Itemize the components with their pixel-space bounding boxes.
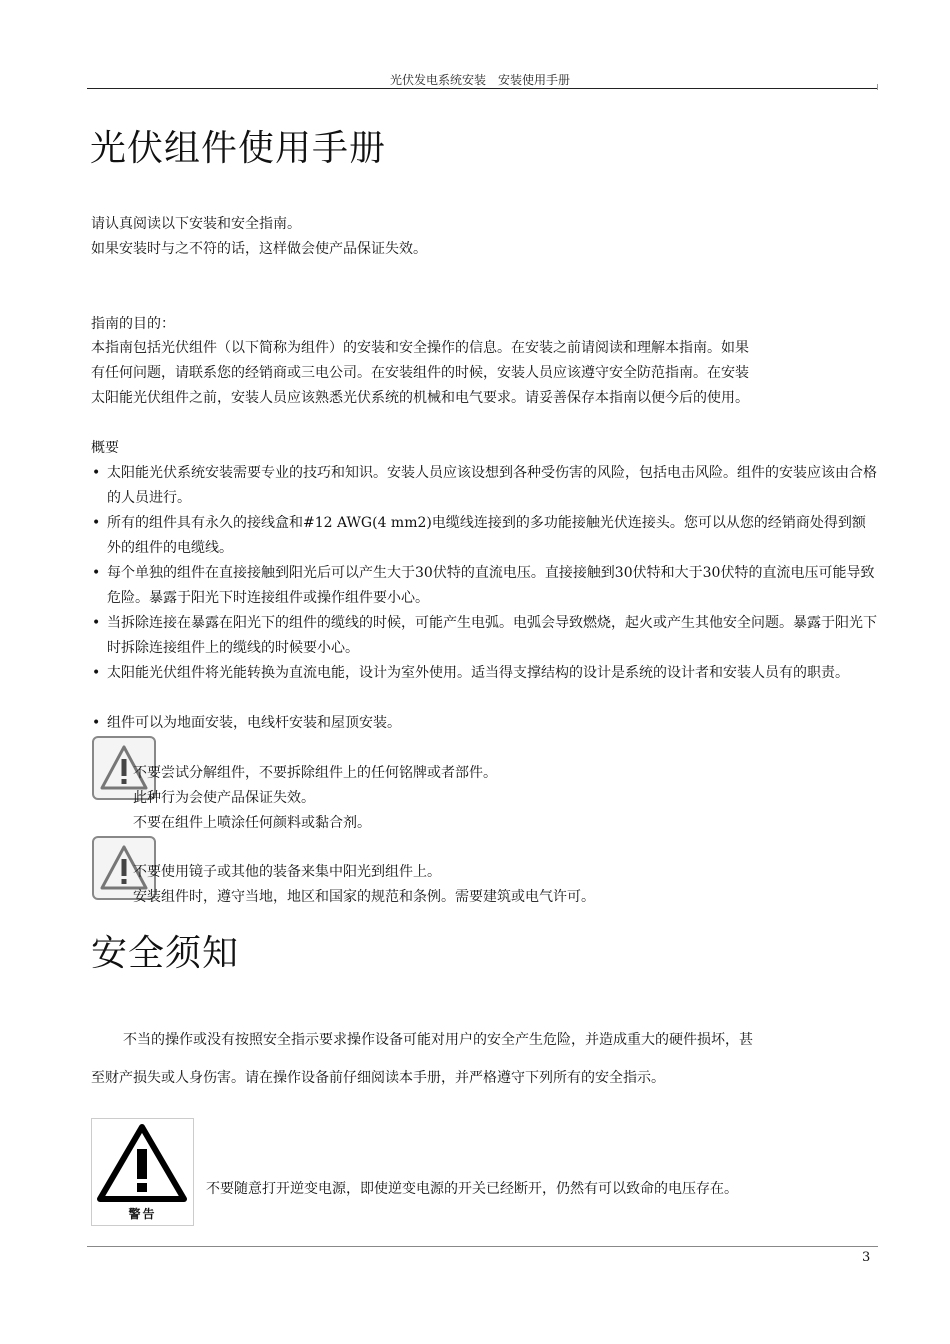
safety-paragraph-line-2: 至财产损失或人身伤害。请在操作设备前仔细阅读本手册，并严格遵守下列所有的安全指示。 — [91, 1070, 665, 1086]
warning1-line-2: 此种行为会使产品保证失效。 — [133, 790, 315, 806]
purpose-line-3: 太阳能光伏组件之前，安装人员应该熟悉光伏系统的机械和电气要求。请妥善保存本指南以便今后的使用。 — [91, 390, 749, 406]
overview-bullet — [92, 661, 878, 686]
bullet-marker: • — [92, 665, 101, 681]
safety-paragraph-line-1: 不当的操作或没有按照安全指示要求操作设备可能对用户的安全产生危险，并造成重大的硬件损坏，甚 — [123, 1032, 753, 1048]
bullet-text: 每个单独的组件在直接接触到阳光后可以产生大于30伏特的直流电压。直接接触到30伏特和大于30伏特的直流电压可能导致危险。暴露于阳光下时连接组件或操作组件要小心。 — [107, 565, 875, 606]
purpose-heading: 指南的目的： — [91, 316, 175, 332]
intro-line-2: 如果安装时与之不符的话，这样做会使产品保证失效。 — [91, 241, 427, 257]
purpose-line-1: 本指南包括光伏组件（以下简称为组件）的安装和安全操作的信息。在安装之前请阅读和理解本指南。如果 — [91, 340, 749, 356]
section-title-manual: 光伏组件使用手册 — [90, 128, 387, 169]
bullet-marker: • — [92, 715, 101, 731]
running-header: 光伏发电系统安装 安装使用手册 — [389, 73, 570, 87]
bullet-text: 当拆除连接在暴露在阳光下的组件的缆线的时候，可能产生电弧。电弧会导致燃烧，起火或产生其他安全问题。暴露于阳光下时拆除连接组件上的缆线的时候要小心。 — [107, 615, 877, 656]
bullet-marker: • — [92, 615, 101, 631]
overview-bullet — [92, 461, 878, 511]
warning2-line-2: 安装组件时，遵守当地，地区和国家的规范和条例。需要建筑或电气许可。 — [133, 889, 595, 905]
bullet-text: 所有的组件具有永久的接线盒和#12 AWG(4 mm2)电缆线连接到的多功能接触光伏连接头。您可以从您的经销商处得到额外的组件的电缆线。 — [107, 515, 866, 556]
header-corner-mark — [877, 84, 878, 90]
bullet-marker: • — [92, 515, 101, 531]
overview-bullet — [92, 611, 878, 661]
overview-bullet — [92, 561, 878, 611]
bullet-text: 太阳能光伏系统安装需要专业的技巧和知识。安装人员应该设想到各种受伤害的风险，包括电击风险。组件的安装应该由合格的人员进行。 — [107, 465, 877, 506]
warning2-line-1: 不要使用镜子或其他的装备来集中阳光到组件上。 — [133, 864, 441, 880]
warning1-line-3: 不要在组件上喷涂任何颜料或黏合剂。 — [133, 815, 371, 831]
warning-label: 警告 — [128, 1207, 157, 1221]
inverter-warning-text: 不要随意打开逆变电源，即使逆变电源的开关已经断开，仍然有可以致命的电压存在。 — [206, 1181, 738, 1197]
page-number: 3 — [862, 1250, 871, 1265]
bullet-text: 组件可以为地面安装，电线杆安装和屋顶安装。 — [107, 715, 401, 731]
bullet-text: 太阳能光伏组件将光能转换为直流电能，设计为室外使用。适当得支撑结构的设计是系统的设计者和安装人员有的职责。 — [107, 665, 849, 681]
overview-heading: 概要 — [91, 440, 119, 456]
header-rule — [87, 88, 878, 89]
overview-bullet — [92, 511, 878, 561]
bullet-marker: • — [92, 465, 101, 481]
bullet-marker: • — [92, 565, 101, 581]
warning-sign-box — [91, 1118, 194, 1226]
warning-exclamation-icon — [92, 1119, 193, 1205]
intro-line-1: 请认真阅读以下安装和安全指南。 — [91, 216, 301, 232]
warning1-line-1: 不要尝试分解组件，不要拆除组件上的任何铭牌或者部件。 — [133, 765, 497, 781]
purpose-line-2: 有任何问题，请联系您的经销商或三电公司。在安装组件的时候，安装人员应该遵守安全防范指南。在安装 — [91, 365, 749, 381]
overview-bullet — [92, 711, 878, 736]
section-title-safety: 安全须知 — [91, 933, 240, 974]
footer-rule — [87, 1246, 878, 1247]
